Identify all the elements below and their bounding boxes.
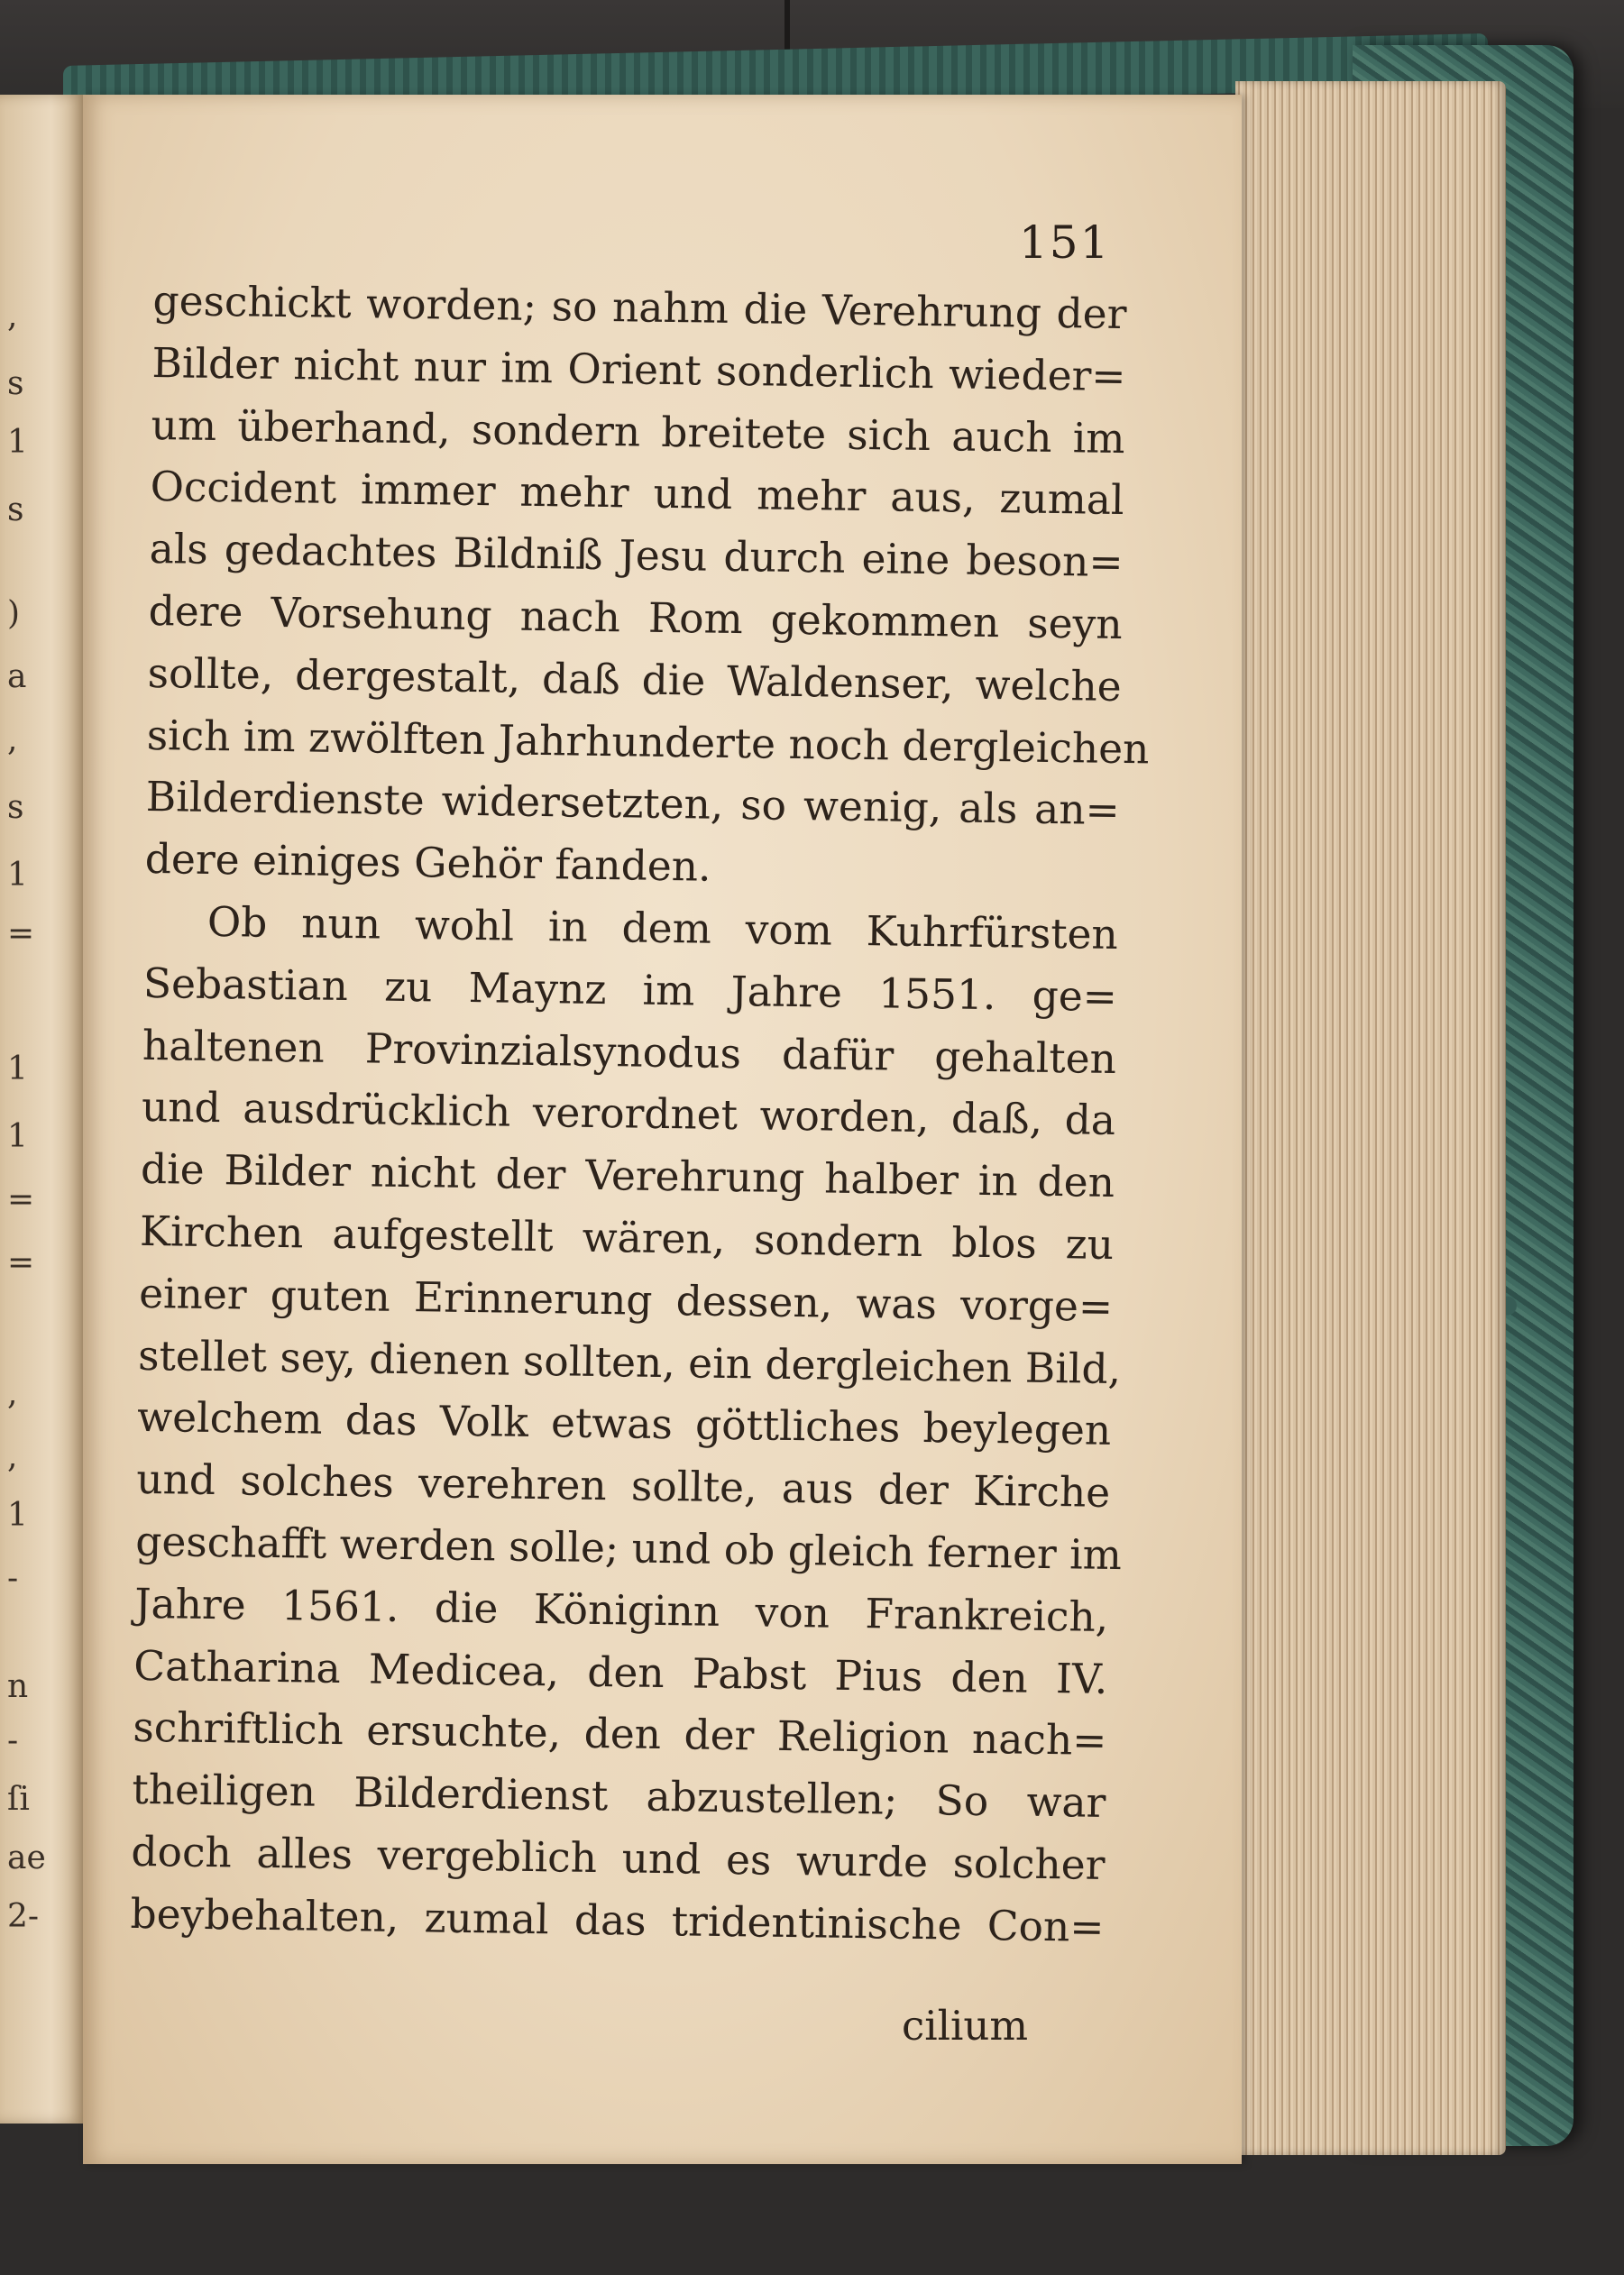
page-edges <box>1235 81 1506 2155</box>
text-line: Bilder nicht nur im Orient sonderlich wieder= <box>151 338 1126 400</box>
text-line: Ob nun wohl in dem vom Kuhrfürsten <box>206 897 1119 959</box>
text-line: die Bilder nicht der Verehrung halber in den <box>140 1145 1115 1207</box>
left-page-fragment: a <box>7 658 27 695</box>
left-page-fragment: = <box>7 1244 35 1281</box>
left-page-fragment: 1 <box>7 424 28 461</box>
left-page-fragment: s <box>7 789 24 826</box>
text-line: geschickt worden; so nahm die Verehrung der <box>152 276 1127 339</box>
left-page-fragment: 1 <box>7 1118 28 1155</box>
left-page-fragment: = <box>7 915 35 952</box>
left-page-fragment: s <box>7 365 24 402</box>
text-line: einer guten Erinnerung dessen, was vorge= <box>138 1269 1114 1331</box>
left-page-fragment: , <box>7 298 18 335</box>
text-line: theiligen Bilderdienst abzustellen; So war <box>132 1765 1106 1828</box>
text-line: als gedachtes Bildniß Jesu durch eine beson= <box>149 525 1124 587</box>
text-line: Sebastian zu Maynz im Jahre 1551. ge= <box>142 959 1118 1021</box>
text-line: Occident immer mehr und mehr aus, zumal <box>150 463 1124 525</box>
text-line: sich im zwölften Jahrhunderte noch dergleichen <box>146 711 1150 774</box>
page-text <box>130 271 1150 1959</box>
text-line: geschafft werden solle; und ob gleich ferner im <box>134 1517 1123 1580</box>
text-line: haltenen Provinzialsynodus dafür gehalten <box>142 1021 1117 1083</box>
text-line: welchem das Volk etwas göttliches beylegen <box>136 1393 1112 1455</box>
text-line: sollte, dergestalt, daß die Waldenser, welche <box>147 648 1123 711</box>
left-page-fragment: - <box>7 1560 19 1597</box>
left-page-fragment: ae <box>7 1839 46 1876</box>
left-page-fragment: ) <box>7 595 21 632</box>
text-line: stellet sey, dienen sollten, ein dergleichen Bild, <box>137 1331 1122 1393</box>
text-line: und ausdrücklich verordnet worden, daß, da <box>141 1083 1116 1145</box>
text-line: Jahre 1561. die Königinn von Frankreich, <box>133 1579 1109 1641</box>
left-page-fragment: - <box>7 1722 19 1759</box>
catchword: cilium <box>902 2002 1029 2050</box>
left-page-fragment: ſi <box>7 1781 30 1818</box>
text-line: und solches verehren sollte, aus der Kirche <box>135 1455 1111 1518</box>
text-line: Catharina Medicea, den Pabst Pius den IV. <box>133 1641 1108 1703</box>
left-page-fragment: 1 <box>7 1497 28 1534</box>
left-page <box>0 95 86 2124</box>
left-page-fragment: 2- <box>7 1898 40 1935</box>
text-line: um überhand, sondern breitete sich auch im <box>151 400 1125 463</box>
page-number: 151 <box>1019 216 1111 269</box>
text-line: doch alles vergeblich und es wurde solcher <box>131 1827 1106 1889</box>
text-line: schriftlich ersuchte, den der Religion nach= <box>133 1703 1107 1766</box>
left-page-fragment: , <box>7 721 18 758</box>
text-line: Bilderdienste widersetzten, so wenig, als an= <box>145 773 1121 835</box>
left-page-fragment: , <box>7 1438 18 1475</box>
text-line: dere einiges Gehör fanden. <box>144 835 711 891</box>
text-line: Kirchen aufgestellt wären, sondern blos zu <box>139 1206 1115 1269</box>
left-page-fragment: 1 <box>7 1050 28 1087</box>
text-line: dere Vorsehung nach Rom gekommen seyn <box>148 586 1123 649</box>
left-page-fragment: , <box>7 1375 18 1412</box>
text-line: beybehalten, zumal das tridentinische Con= <box>130 1889 1105 1951</box>
left-page-fragment: = <box>7 1181 35 1218</box>
left-page-fragment: n <box>7 1668 29 1705</box>
left-page-fragment: 1 <box>7 857 28 894</box>
left-page-fragment: s <box>7 491 24 528</box>
